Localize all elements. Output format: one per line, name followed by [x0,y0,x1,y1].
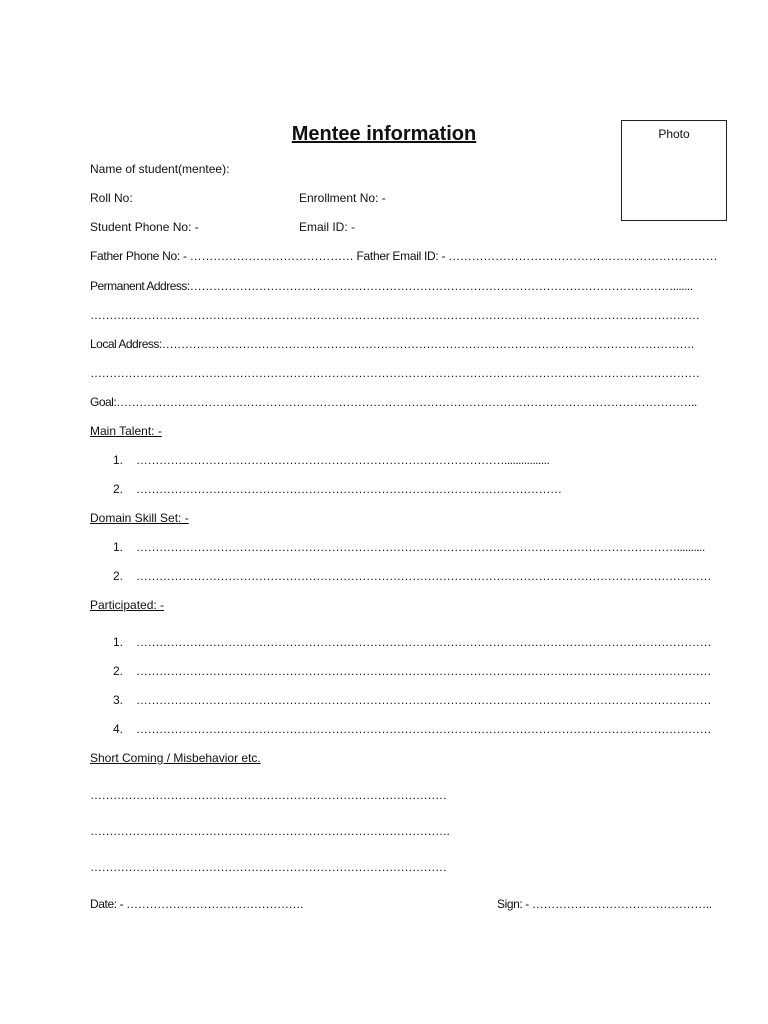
domain-skill-item-line: …………………………………………………………………………………………………………………………………… [136,569,711,583]
participated-item-number: 4. [113,722,124,736]
domain-skill-item-number: 2. [113,569,124,583]
participated-item-line: …………………………………………………………………………………………………………………………………… [136,722,711,736]
short-coming-heading: Short Coming / Misbehavior etc. [90,751,261,765]
main-talent-item-number: 2. [113,482,124,496]
email-label: Email ID: - [299,220,356,234]
student-phone-label: Student Phone No: - [90,220,199,234]
short-coming-line: ………………………………………………………………………………… [90,788,447,802]
permanent-address-continuation: …………………………………………………………………………………………………………………………………………… [90,308,700,322]
photo-label: Photo [658,127,690,141]
main-talent-item-line: ……………………………………………………………………………………................ [136,453,550,467]
participated-item-number: 2. [113,664,124,678]
domain-skill-item-line: …………………………………………………………………………………………………………………………….......... [136,540,705,554]
participated-item-number: 1. [113,635,124,649]
participated-item-line: …………………………………………………………………………………………………………………………………… [136,693,711,707]
short-coming-line: ………………………………………………………………………………… [90,860,447,874]
goal-line: Goal:…………………………………………………………………………………………………………………………………….. [90,395,697,409]
date-field: Date: - ………………………………………. [90,897,304,911]
enrollment-label: Enrollment No: - [299,191,386,205]
form-title: Mentee information [291,123,477,145]
permanent-address-line: Permanent Address:………………………………………………………………………………………………………………....... [90,279,693,293]
name-label: Name of student(mentee): [90,162,230,176]
sign-field: Sign: - ……………………………………….. [497,897,712,911]
local-address-continuation: …………………………………………………………………………………………………………………………………………… [90,366,700,380]
short-coming-line: …………………………………………………………………………………. [90,824,450,838]
participated-item-number: 3. [113,693,124,707]
participated-item-line: …………………………………………………………………………………………………………………………………… [136,635,711,649]
local-address-line: Local Address:…………………………………………………………………………………………………………………………. [90,337,694,351]
main-talent-heading: Main Talent: - [90,424,162,438]
photo-box [621,120,727,221]
roll-label: Roll No: [90,191,133,205]
domain-skill-item-number: 1. [113,540,124,554]
domain-skill-heading: Domain Skill Set: - [90,511,189,525]
main-talent-item-number: 1. [113,453,124,467]
participated-item-line: …………………………………………………………………………………………………………………………………… [136,664,711,678]
father-contact-line: Father Phone No: - …………………………………… Father Email ID: - …………………………………………………………… [90,249,718,263]
main-talent-item-line: ………………………………………………………………………………………………… [136,482,562,496]
participated-heading: Participated: - [90,598,165,612]
